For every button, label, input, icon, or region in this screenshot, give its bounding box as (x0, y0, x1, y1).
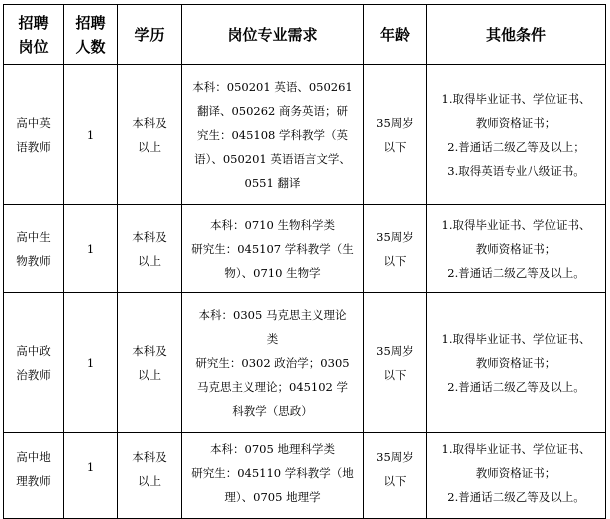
count-cell: 1 (64, 65, 118, 205)
recruitment-table (3, 4, 606, 519)
education-cell: 本科及 以上 (118, 205, 182, 293)
major-cell: 本科：0710 生物科学类 研究生：045107 学科教学（生 物）、0710 生物学 (182, 205, 364, 293)
count-cell: 1 (64, 205, 118, 293)
position-cell: 高中地 理教师 (4, 433, 64, 519)
education-cell: 本科及 以上 (118, 65, 182, 205)
position-cell: 高中英 语教师 (4, 65, 64, 205)
education-cell: 本科及 以上 (118, 293, 182, 433)
header-major: 岗位专业需求 (182, 5, 364, 65)
conditions-cell: 1.取得毕业证书、学位证书、 教师资格证书； 2.普通话二级乙等及以上； 3.取得英语专业八级证书。 (427, 65, 606, 205)
age-cell: 35周岁 以下 (364, 433, 427, 519)
header-count: 招聘 人数 (64, 5, 118, 65)
position-cell: 高中政 治教师 (4, 293, 64, 433)
table-row (4, 205, 606, 293)
table-row (4, 65, 606, 205)
conditions-cell: 1.取得毕业证书、学位证书、 教师资格证书； 2.普通话二级乙等及以上。 (427, 205, 606, 293)
table-row (4, 293, 606, 433)
age-cell: 35周岁 以下 (364, 205, 427, 293)
major-cell: 本科：050201 英语、050261 翻译、050262 商务英语；研 究生：045108 学科教学（英 语）、050201 英语语言文学、 0551 翻译 (182, 65, 364, 205)
table-row (4, 433, 606, 519)
conditions-cell: 1.取得毕业证书、学位证书、 教师资格证书； 2.普通话二级乙等及以上。 (427, 433, 606, 519)
count-cell: 1 (64, 433, 118, 519)
education-cell: 本科及 以上 (118, 433, 182, 519)
header-other: 其他条件 (427, 5, 606, 65)
header-position: 招聘 岗位 (4, 5, 64, 65)
major-cell: 本科：0705 地理科学类 研究生：045110 学科教学（地 理）、0705 地理学 (182, 433, 364, 519)
header-education: 学历 (118, 5, 182, 65)
major-cell: 本科：0305 马克思主义理论 类 研究生：0302 政治学；0305 马克思主义理论；045102 学 科教学（思政） (182, 293, 364, 433)
count-cell: 1 (64, 293, 118, 433)
header-row (4, 5, 606, 65)
conditions-cell: 1.取得毕业证书、学位证书、 教师资格证书； 2.普通话二级乙等及以上。 (427, 293, 606, 433)
header-age: 年龄 (364, 5, 427, 65)
position-cell: 高中生 物教师 (4, 205, 64, 293)
age-cell: 35周岁 以下 (364, 293, 427, 433)
age-cell: 35周岁 以下 (364, 65, 427, 205)
